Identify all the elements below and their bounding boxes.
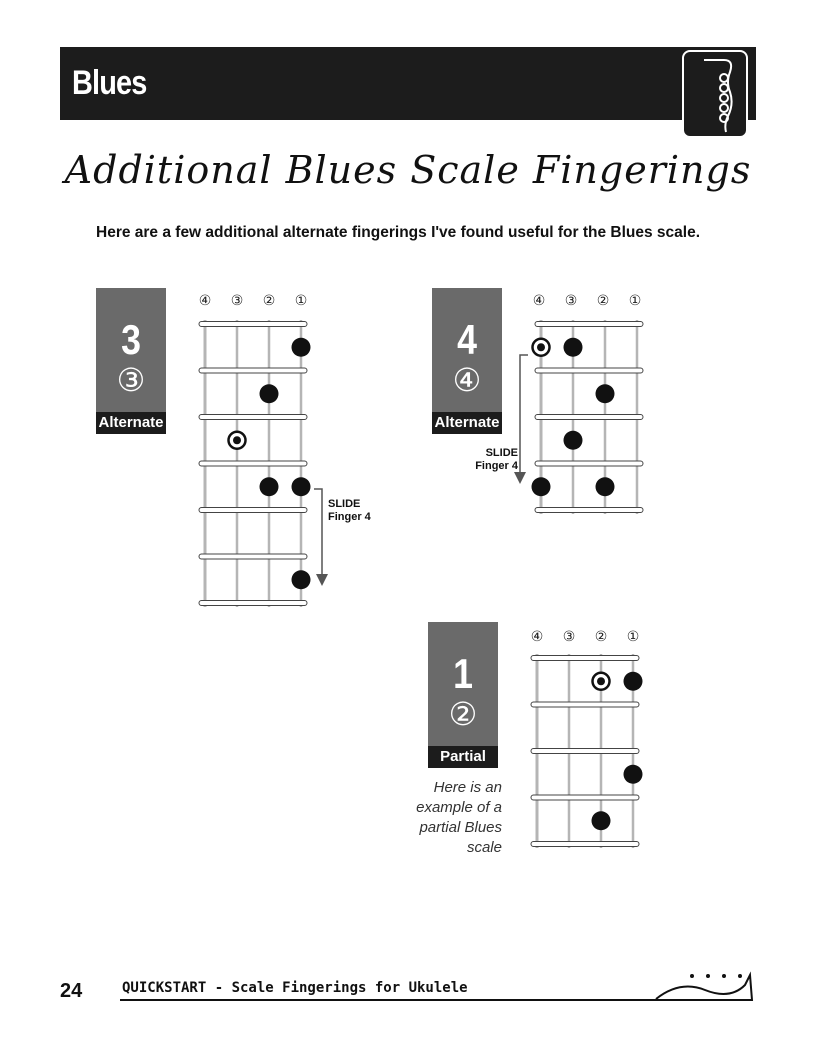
string-label: ④ [532,293,546,309]
fingering-type-label: Partial [428,746,498,768]
fret-bar [199,554,307,559]
finger-dot [596,384,615,403]
fret-bar [531,656,639,661]
string-label: ① [626,629,640,645]
fretboard-3 [531,654,643,848]
finger-dot [260,384,279,403]
fret-bar [199,461,307,466]
root-note-marker [593,673,610,690]
finger-dot [624,765,643,784]
finger-dot [592,811,611,830]
string-label: ③ [562,629,576,645]
string-label: ② [594,629,608,645]
fingering-type-label: Alternate [96,412,166,434]
slide-annotation [328,498,371,524]
slide-arrow [314,489,322,580]
intro-paragraph: Here are a few additional alternate fingerings I've found useful for the Blues scale. [96,224,701,241]
finger-dot [292,338,311,357]
section-title: Blues [72,64,147,102]
fretboard-2 [532,320,644,514]
fingering-type-label: Alternate [432,412,502,434]
slide-finger-label: Finger 4 [475,460,518,472]
fret-bar [199,508,307,513]
fret-bar [531,749,639,754]
slide-label: SLIDE [328,498,361,510]
string-label: ② [596,293,610,309]
finger-dot [292,570,311,589]
string-label: ① [294,293,308,309]
string-number: ② [448,695,478,733]
string-label: ③ [230,293,244,309]
ukulele-headstock-icon [682,50,748,138]
root-note-marker [229,432,246,449]
page-number: 24 [60,980,83,1002]
fret-bar [535,461,643,466]
slide-annotation [462,447,518,473]
fret-bar [531,702,639,707]
fret-bar [199,601,307,606]
fret-bar [531,795,639,800]
section-header-bar [60,47,756,120]
fingering-label-block [428,622,498,768]
finger-dot [596,477,615,496]
fret-bar [199,368,307,373]
finger-dot [624,672,643,691]
partial-note: Here is an example of a partial Blues scale [416,779,502,856]
slide-finger-label: Finger 4 [328,511,371,523]
fretboard-1 [199,320,311,607]
fret-bar [199,322,307,327]
root-note-center [233,436,241,444]
finger-dot [292,477,311,496]
string-number: ③ [116,361,146,399]
finger-dot [564,338,583,357]
finger-dot [564,431,583,450]
footer-rule [120,999,660,1001]
string-label: ④ [530,629,544,645]
page-heading: Additional Blues Scale Fingerings [64,148,752,192]
string-label: ④ [198,293,212,309]
string-label: ③ [564,293,578,309]
slide-label: SLIDE [485,447,518,459]
string-label: ② [262,293,276,309]
finger-dot [260,477,279,496]
finger-dot [532,477,551,496]
fret-bar [199,415,307,420]
fingering-label-block [432,288,502,434]
fret-bar [531,842,639,847]
fret-bar [535,322,643,327]
position-number: 3 [121,316,141,363]
string-label: ① [628,293,642,309]
position-number: 1 [453,650,473,697]
string-number: ④ [452,361,482,399]
fingering-label-block [96,288,166,434]
position-number: 4 [457,316,477,363]
root-note-center [537,343,545,351]
slide-arrow [520,355,528,478]
fret-bar [535,415,643,420]
fret-bar [535,508,643,513]
root-note-center [597,677,605,685]
root-note-marker [533,339,550,356]
fret-bar [535,368,643,373]
footer-title: QUICKSTART - Scale Fingerings for Ukulele [122,980,468,996]
